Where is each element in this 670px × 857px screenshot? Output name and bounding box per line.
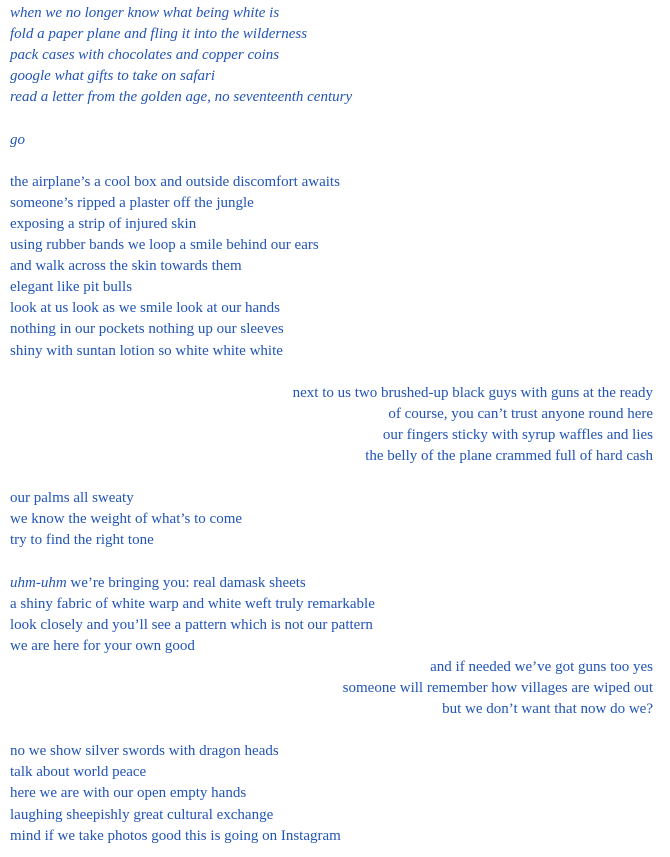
poem-line: of course, you can’t trust anyone round here [388, 405, 653, 422]
poem-line: our palms all sweaty [10, 490, 134, 507]
poem-line-rest: we’re bringing you: real damask sheets [66, 574, 306, 591]
poem-line: talk about world peace [10, 764, 147, 781]
stanza-4 [10, 488, 653, 551]
stanza-1 [10, 3, 653, 108]
poem-line: mind if we take photos good this is going on Instagram [10, 827, 341, 844]
poem-line: we are here for your own good [10, 637, 195, 654]
poem-line: read a letter from the golden age, no seventeenth century [10, 89, 353, 106]
stanza-gap [10, 467, 653, 488]
stanza-5 [10, 573, 653, 721]
poem-line: exposing a strip of injured skin [10, 215, 197, 232]
poem-line: pack cases with chocolates and copper coins [10, 47, 280, 64]
poem-line: and walk across the skin towards them [10, 258, 242, 275]
poem-line: elegant like pit bulls [10, 279, 133, 296]
stanza-gap [10, 108, 653, 129]
stanza-3 [10, 383, 653, 467]
poem-line: no we show silver swords with dragon heads [10, 743, 279, 760]
poem-line: our fingers sticky with syrup waffles and lies [382, 426, 653, 443]
poem-line: laughing sheepishly great cultural exchange [10, 806, 274, 823]
poem-line: when we no longer know what being white is [10, 5, 280, 21]
stanza-gap [10, 151, 653, 172]
poem-line: using rubber bands we loop a smile behind our ears [10, 237, 319, 254]
poem-line: look closely and you’ll see a pattern which is not our pattern [10, 616, 373, 633]
poem-line: the belly of the plane crammed full of hard cash [365, 447, 653, 464]
poem-line: and if needed we’ve got guns too yes [430, 658, 653, 675]
poem-line: someone will remember how villages are wiped out [342, 680, 653, 696]
stanza-6 [10, 741, 653, 846]
poem-line: google what gifts to take on safari [10, 68, 215, 85]
stanza-gap [10, 720, 653, 741]
poem-line: here we are with our open empty hands [10, 785, 247, 802]
poem-line: but we don’t want that now do we? [442, 701, 653, 718]
poem-line: fold a paper plane and fling it into the wilderness [10, 26, 308, 43]
poem-line [10, 573, 653, 594]
poem-line: nothing in our pockets nothing up our sleeves [10, 321, 284, 338]
poem-line-italic-part: uhm-uhm [10, 574, 67, 591]
poem [10, 3, 653, 847]
poem-line: a shiny fabric of white warp and white weft truly remarkable [10, 595, 375, 612]
stanza-gap [10, 362, 653, 383]
stanza-2 [10, 172, 653, 362]
poem-line: next to us two brushed-up black guys with guns at the ready [292, 384, 653, 401]
poem-line: the airplane’s a cool box and outside discomfort awaits [10, 173, 340, 190]
poem-line: look at us look as we smile look at our hands [10, 300, 280, 317]
stanza-gap [10, 551, 653, 572]
poem-line: we know the weight of what’s to come [10, 511, 243, 528]
go-line: go [10, 131, 25, 148]
poem-line: someone’s ripped a plaster off the jungle [10, 194, 254, 211]
poem-line: try to find the right tone [10, 532, 154, 549]
poem-line: shiny with suntan lotion so white white white [10, 342, 283, 359]
